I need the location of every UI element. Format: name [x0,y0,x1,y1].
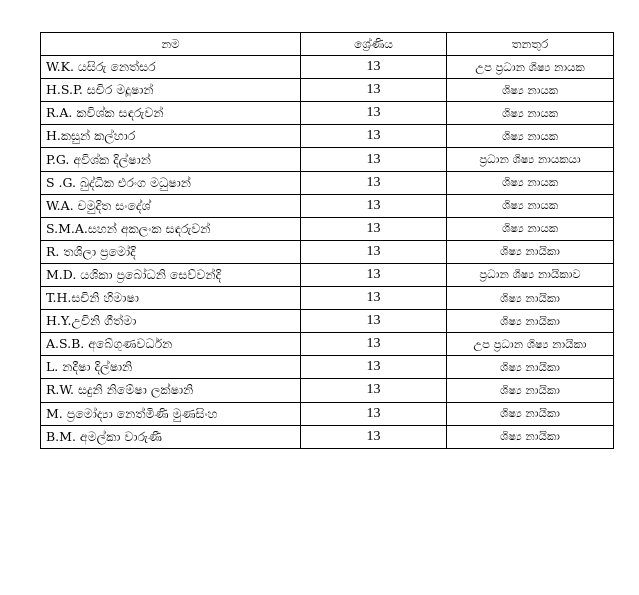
name-cell: R.W. සදුනි නිමේෂා ලක්ෂානි [41,379,301,402]
table-row [41,356,614,379]
position-cell: ශිෂ්‍ය නායිකා [447,356,614,379]
name-cell: M.D. යශිකා ප්‍රබෝධනි සෙව්වන්දි [41,263,301,286]
name-cell: T.H.සචිනි හිමාෂා [41,287,301,310]
name-cell: S .G. බුද්ධික එරංග මධුෂාන් [41,171,301,194]
name-cell: H.කසුන් කල්හාර [41,125,301,148]
table-row [41,310,614,333]
position-cell: ප්‍රධාන ශිෂ්‍ය නායිකාව [447,263,614,286]
grade-cell: 13 [301,425,447,448]
header-grade: ශ්‍රේණිය [301,33,447,56]
name-cell: R. තශිලා ප්‍රමෝදි [41,240,301,263]
grade-cell: 13 [301,194,447,217]
name-cell: R.A. කවිශ්ක සඳරුවන් [41,102,301,125]
position-cell: ප්‍රධාන ශිෂ්‍ය නායකයා [447,148,614,171]
prefects-table [40,32,614,449]
position-cell: ශිෂ්‍ය නායක [447,194,614,217]
name-cell: L. නදීෂා දිල්ෂානි [41,356,301,379]
table-row [41,287,614,310]
grade-cell: 13 [301,310,447,333]
position-cell: ශිෂ්‍ය නායක [447,125,614,148]
table-row [41,379,614,402]
position-cell: උප ප්‍රධාන ශිෂ්‍ය නායිකා [447,333,614,356]
grade-cell: 13 [301,333,447,356]
table-row [41,171,614,194]
name-cell: A.S.B. අබේගුණවර්ධන [41,333,301,356]
grade-cell: 13 [301,171,447,194]
grade-cell: 13 [301,402,447,425]
table-row [41,263,614,286]
grade-cell: 13 [301,102,447,125]
grade-cell: 13 [301,379,447,402]
table-row [41,56,614,79]
table-row [41,402,614,425]
name-cell: W.A. චමුදිත සංදේශ් [41,194,301,217]
position-cell: ශිෂ්‍ය නායිකා [447,379,614,402]
name-cell: P.G. අවිශ්ක දිල්ෂාන් [41,148,301,171]
grade-cell: 13 [301,56,447,79]
table-row [41,217,614,240]
position-cell: ශිෂ්‍ය නායිකා [447,425,614,448]
table-row [41,125,614,148]
position-cell: ශිෂ්‍ය නායිකා [447,287,614,310]
name-cell: H.Y.උචිනි ගීත්මා [41,310,301,333]
name-cell: H.S.P. සචිර මදූෂාන් [41,79,301,102]
header-name: නම [41,33,301,56]
name-cell: W.K. යසිරු නෙත්සර [41,56,301,79]
table-row [41,194,614,217]
position-cell: ශිෂ්‍ය නායිකා [447,402,614,425]
table-row [41,148,614,171]
grade-cell: 13 [301,240,447,263]
position-cell: ශිෂ්‍ය නායක [447,79,614,102]
table-row [41,425,614,448]
position-cell: ශිෂ්‍ය නායිකා [447,310,614,333]
position-cell: උප ප්‍රධාන ශිෂ්‍ය නායක [447,56,614,79]
table-row [41,102,614,125]
grade-cell: 13 [301,125,447,148]
position-cell: ශිෂ්‍ය නායිකා [447,240,614,263]
name-cell: B.M. අමල්කා වාරුණී [41,425,301,448]
grade-cell: 13 [301,148,447,171]
position-cell: ශිෂ්‍ය නායක [447,217,614,240]
grade-cell: 13 [301,263,447,286]
name-cell: M. ප්‍රමෝද්‍යා නෙත්මිණි මුණසිංහ [41,402,301,425]
header-position: තනතුර [447,33,614,56]
table-row [41,240,614,263]
table-row [41,333,614,356]
table-row [41,79,614,102]
position-cell: ශිෂ්‍ය නායක [447,171,614,194]
grade-cell: 13 [301,217,447,240]
grade-cell: 13 [301,287,447,310]
name-cell: S.M.A.සහන් අකලංක සඳරුවන් [41,217,301,240]
position-cell: ශිෂ්‍ය නායක [447,102,614,125]
grade-cell: 13 [301,356,447,379]
grade-cell: 13 [301,79,447,102]
header-row [41,33,614,56]
